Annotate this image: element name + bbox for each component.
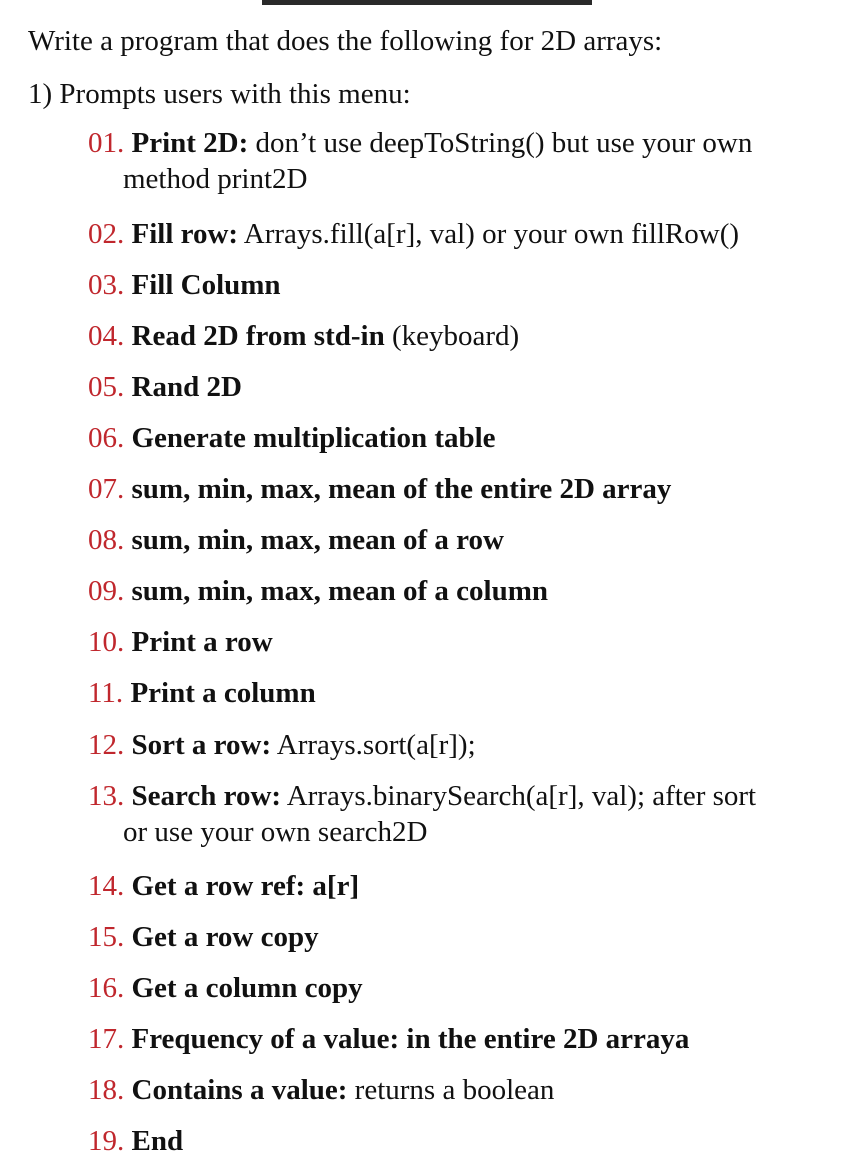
menu-item bbox=[88, 522, 838, 558]
menu-item-label: Print a row bbox=[131, 626, 273, 658]
menu-item-number: 01. bbox=[88, 127, 125, 159]
menu-item-label: Get a row copy bbox=[131, 921, 319, 953]
menu-item bbox=[88, 369, 838, 405]
menu-item-label: Fill Column bbox=[131, 269, 281, 301]
menu-item-label: Fill row: bbox=[131, 218, 239, 250]
menu-item-number: 15. bbox=[88, 921, 125, 953]
menu-item bbox=[88, 420, 838, 456]
menu-item bbox=[88, 778, 838, 850]
menu-item bbox=[88, 970, 838, 1006]
menu-item-label: Generate multiplication table bbox=[131, 422, 496, 454]
menu-item bbox=[88, 318, 838, 354]
menu-item bbox=[88, 573, 838, 609]
menu-item-label: End bbox=[131, 1125, 184, 1157]
menu-item-number: 19. bbox=[88, 1125, 125, 1157]
menu-item-description: (keyboard) bbox=[391, 320, 520, 352]
menu-heading: 1) Prompts users with this menu: bbox=[28, 78, 411, 110]
menu-item-label: Read 2D from std-in bbox=[131, 320, 385, 352]
menu-item-number: 08. bbox=[88, 524, 125, 556]
menu-item-number: 04. bbox=[88, 320, 125, 352]
menu-item-number: 13. bbox=[88, 780, 125, 812]
menu-item-label: Print a column bbox=[130, 677, 316, 709]
menu-item-number: 12. bbox=[88, 729, 125, 761]
menu-item bbox=[88, 727, 838, 763]
menu-item-description: Arrays.sort(a[r]); bbox=[276, 729, 476, 761]
menu-item bbox=[88, 868, 838, 904]
menu-item bbox=[88, 1072, 838, 1108]
menu-item-continuation: method print2D bbox=[123, 163, 308, 195]
menu-item-continuation: or use your own search2D bbox=[123, 816, 428, 848]
menu-item-label: sum, min, max, mean of a row bbox=[131, 524, 504, 556]
intro-line: Write a program that does the following for 2D arrays: bbox=[28, 25, 663, 57]
menu-item-number: 14. bbox=[88, 870, 125, 902]
menu-item-label: Contains a value: bbox=[131, 1074, 348, 1106]
menu-item-number: 09. bbox=[88, 575, 125, 607]
menu-item bbox=[88, 675, 838, 711]
menu-item-label: Sort a row: bbox=[131, 729, 272, 761]
menu-item bbox=[88, 1021, 838, 1057]
menu-item-number: 18. bbox=[88, 1074, 125, 1106]
menu-item-number: 07. bbox=[88, 473, 125, 505]
menu-item bbox=[88, 216, 838, 252]
menu-item bbox=[88, 624, 838, 660]
menu-item-number: 17. bbox=[88, 1023, 125, 1055]
menu-item-number: 05. bbox=[88, 371, 125, 403]
menu-item bbox=[88, 267, 838, 303]
menu-item-label: sum, min, max, mean of the entire 2D array bbox=[131, 473, 672, 505]
menu-item-description: returns a boolean bbox=[354, 1074, 555, 1106]
menu-item bbox=[88, 919, 838, 955]
menu-item bbox=[88, 125, 838, 197]
menu-item bbox=[88, 1123, 838, 1159]
menu-item-label: Get a column copy bbox=[131, 972, 363, 1004]
menu-item-number: 06. bbox=[88, 422, 125, 454]
menu-item-number: 16. bbox=[88, 972, 125, 1004]
menu-item-label: Get a row ref: a[r] bbox=[131, 870, 360, 902]
menu-item-description: Arrays.fill(a[r], val) or your own fillRow() bbox=[243, 218, 740, 250]
menu-item-number: 03. bbox=[88, 269, 125, 301]
menu-item-number: 11. bbox=[88, 677, 124, 709]
menu-item-label: Print 2D: bbox=[131, 127, 249, 159]
menu-item-label: Search row: bbox=[131, 780, 282, 812]
menu-item-number: 02. bbox=[88, 218, 125, 250]
menu-item-description: Arrays.binarySearch(a[r], val); after sort bbox=[286, 780, 757, 812]
menu-item-description: don’t use deepToString() but use your own bbox=[255, 127, 753, 159]
menu-item bbox=[88, 471, 838, 507]
menu-item-label: Rand 2D bbox=[131, 371, 242, 403]
menu-item-number: 10. bbox=[88, 626, 125, 658]
menu-item-label: sum, min, max, mean of a column bbox=[131, 575, 548, 607]
menu-item-label: Frequency of a value: in the entire 2D arraya bbox=[131, 1023, 690, 1055]
